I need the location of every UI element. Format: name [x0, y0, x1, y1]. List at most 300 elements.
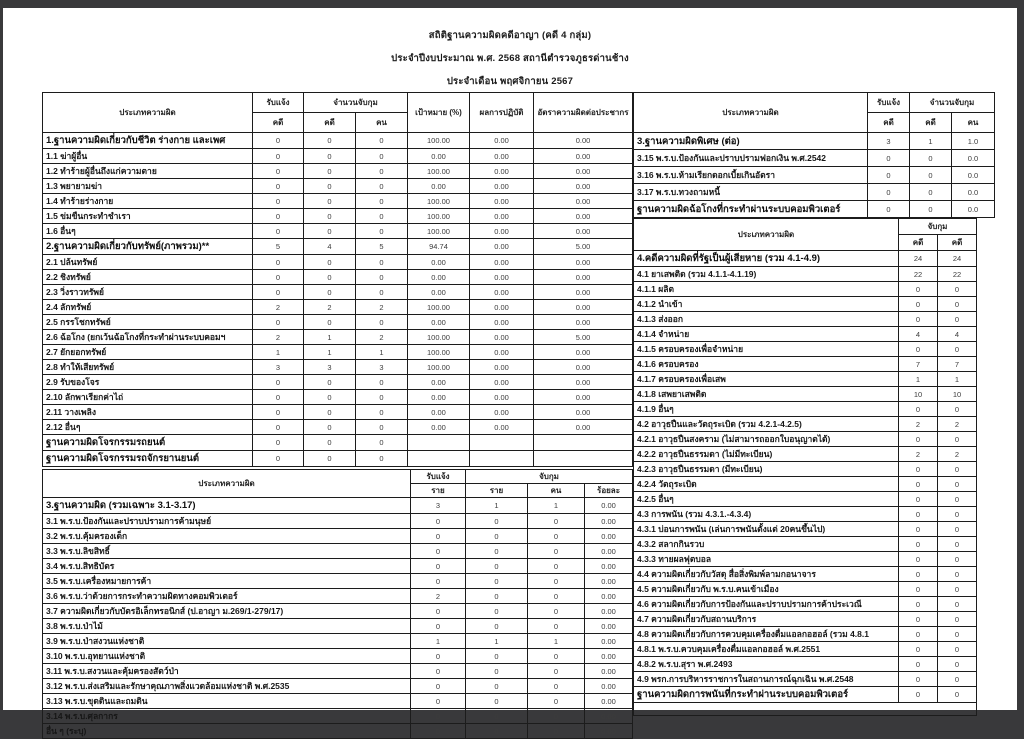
offense-label: 4.1.4 จำหน่าย — [634, 327, 899, 342]
offense-label: 4.3.2 สลากกินรวบ — [634, 537, 899, 552]
value-cell: 0.00 — [470, 300, 534, 315]
value-cell: 0.00 — [470, 405, 534, 420]
offense-label: 4.4 ความผิดเกี่ยวกับวัสดุ สื่อสิ่งพิมพ์ลามกอนาจาร — [634, 567, 899, 582]
offense-label: 2.2 ชิงทรัพย์ — [43, 270, 253, 285]
value-cell: 1 — [938, 372, 977, 387]
value-cell: 100.00 — [408, 164, 470, 179]
value-cell: 0 — [356, 270, 408, 285]
value-cell: 0 — [528, 574, 585, 589]
value-cell: 0 — [899, 627, 938, 642]
value-cell: 0 — [411, 604, 466, 619]
table-row — [43, 709, 633, 724]
value-cell: 7 — [899, 357, 938, 372]
value-cell: 0.00 — [534, 179, 633, 194]
table-row — [43, 514, 633, 529]
value-cell: 0 — [253, 405, 304, 420]
table-row — [43, 420, 633, 435]
value-cell: 0 — [304, 375, 356, 390]
value-cell: 0.00 — [585, 634, 633, 649]
value-cell: 0 — [411, 694, 466, 709]
value-cell: 0 — [938, 522, 977, 537]
value-cell: 0 — [528, 664, 585, 679]
value-cell: 24 — [899, 251, 938, 267]
offense-label: 3.14 พ.ร.บ.ศุลกากร — [43, 709, 411, 724]
value-cell: 0 — [304, 179, 356, 194]
value-cell: 0.00 — [470, 390, 534, 405]
offense-label: 4.คดีความผิดที่รัฐเป็นผู้เสียหาย (รวม 4.1-4.9) — [634, 251, 899, 267]
value-cell: 0 — [411, 514, 466, 529]
value-cell: 0 — [411, 649, 466, 664]
table-row — [634, 402, 977, 417]
value-cell: 0 — [528, 544, 585, 559]
table-row — [634, 492, 977, 507]
value-cell — [534, 451, 633, 467]
value-cell: 0.00 — [534, 133, 633, 149]
table-row — [43, 315, 633, 330]
value-cell: 0 — [899, 402, 938, 417]
table-row — [43, 634, 633, 649]
empty-footer-row — [634, 703, 977, 716]
table-row — [43, 694, 633, 709]
table-header — [43, 470, 633, 498]
value-cell: 1 — [304, 345, 356, 360]
value-cell: 0.00 — [534, 285, 633, 300]
value-cell: 0 — [411, 709, 466, 724]
value-cell: 0 — [356, 420, 408, 435]
value-cell: 24 — [938, 251, 977, 267]
table-row — [634, 672, 977, 687]
value-cell: 1 — [528, 498, 585, 514]
value-cell: 0 — [356, 149, 408, 164]
table-row — [43, 649, 633, 664]
value-cell: 0 — [528, 679, 585, 694]
value-cell: 0 — [938, 672, 977, 687]
offense-label: ฐานความผิดโจรกรรมรถยนต์ — [43, 435, 253, 451]
value-cell: 0.00 — [534, 270, 633, 285]
table-row — [634, 150, 995, 167]
value-cell: 0.00 — [470, 149, 534, 164]
value-cell: 0 — [899, 432, 938, 447]
value-cell: 0 — [466, 574, 528, 589]
value-cell: 0 — [899, 642, 938, 657]
value-cell: 1 — [910, 133, 952, 150]
offense-label: 4.7 ความผิดเกี่ยวกับสถานบริการ — [634, 612, 899, 627]
offense-label: 3.17 พ.ร.บ.ทวงถามหนี้ — [634, 184, 868, 201]
value-cell: 0.00 — [470, 194, 534, 209]
value-cell: 0.00 — [534, 315, 633, 330]
value-cell: 0.00 — [534, 360, 633, 375]
offense-label: 2.4 ลักทรัพย์ — [43, 300, 253, 315]
col-received: รับแจ้ง — [868, 93, 910, 113]
value-cell: 0 — [910, 150, 952, 167]
table-row — [634, 552, 977, 567]
value-cell: 0.00 — [534, 255, 633, 270]
offense-label: 3.16 พ.ร.บ.ห้ามเรียกดอกเบี้ยเกินอัตรา — [634, 167, 868, 184]
value-cell: 0 — [304, 164, 356, 179]
offense-label: 4.1.7 ครอบครองเพื่อเสพ — [634, 372, 899, 387]
value-cell: 0.00 — [408, 255, 470, 270]
value-cell: 0.00 — [585, 724, 633, 739]
value-cell: 0 — [938, 567, 977, 582]
value-cell: 1.0 — [952, 133, 995, 150]
col-ray: ราย — [466, 484, 528, 498]
offense-label: 3.ฐานความผิด (รวมเฉพาะ 3.1-3.17) — [43, 498, 411, 514]
offense-label: 3.ฐานความผิดพิเศษ (ต่อ) — [634, 133, 868, 150]
offense-label: 3.12 พ.ร.บ.ส่งเสริมและรักษาคุณภาพสิ่งแวดล้อมแห่งชาติ พ.ศ.2535 — [43, 679, 411, 694]
offense-label: 1.1 ฆ่าผู้อื่น — [43, 149, 253, 164]
offense-label: 3.6 พ.ร.บ.ว่าด้วยการกระทำความผิดทางคอมพิวเตอร์ — [43, 589, 411, 604]
value-cell: 0 — [899, 522, 938, 537]
offense-label: 4.9 พรก.การบริหารราชการในสถานการณ์ฉุกเฉิน พ.ศ.2548 — [634, 672, 899, 687]
col-result: ผลการปฏิบัติ — [470, 93, 534, 133]
offense-label: 4.8 ความผิดเกี่ยวกับการควบคุมเครื่องดื่มแอลกอฮอล์ (รวม 4.8.1 — [634, 627, 899, 642]
value-cell: 0.00 — [585, 664, 633, 679]
value-cell: 0 — [899, 342, 938, 357]
value-cell: 0.00 — [534, 420, 633, 435]
value-cell: 5 — [356, 239, 408, 255]
value-cell: 0 — [528, 694, 585, 709]
value-cell: 0 — [938, 687, 977, 703]
value-cell: 10 — [899, 387, 938, 402]
value-cell: 5.00 — [534, 239, 633, 255]
value-cell: 2 — [899, 417, 938, 432]
offense-label: 4.6 ความผิดเกี่ยวกับการป้องกันและปราบปรามการค้าประเวณี — [634, 597, 899, 612]
value-cell: 0 — [899, 297, 938, 312]
value-cell: 0 — [304, 133, 356, 149]
value-cell: 0 — [899, 537, 938, 552]
table-header — [634, 93, 995, 133]
value-cell: 3 — [304, 360, 356, 375]
table-row — [43, 149, 633, 164]
col-received: รับแจ้ง — [411, 470, 466, 484]
value-cell: 0.00 — [470, 420, 534, 435]
col-person: คน — [528, 484, 585, 498]
table-row — [43, 544, 633, 559]
value-cell: 0.00 — [470, 255, 534, 270]
value-cell: 0.00 — [470, 315, 534, 330]
report-title-block — [3, 28, 1017, 97]
table-row — [43, 179, 633, 194]
value-cell: 0.00 — [585, 559, 633, 574]
table-row — [634, 567, 977, 582]
offense-label: 4.1.1 ผลิต — [634, 282, 899, 297]
table-row — [43, 451, 633, 467]
table-row — [634, 477, 977, 492]
value-cell: 0 — [938, 297, 977, 312]
offense-label: 1.6 อื่นๆ — [43, 224, 253, 239]
right-column — [633, 92, 994, 716]
value-cell: 0 — [411, 559, 466, 574]
value-cell: 0 — [466, 544, 528, 559]
col-person: คน — [952, 113, 995, 133]
table-row — [43, 209, 633, 224]
value-cell: 0.00 — [534, 405, 633, 420]
offense-label: 2.12 อื่นๆ — [43, 420, 253, 435]
value-cell: 0.00 — [585, 709, 633, 724]
value-cell: 0.00 — [470, 375, 534, 390]
value-cell: 2 — [356, 330, 408, 345]
value-cell: 100.00 — [408, 300, 470, 315]
col-offense-type: ประเภทความผิด — [43, 93, 253, 133]
value-cell: 0 — [304, 420, 356, 435]
empty-cell — [634, 703, 977, 716]
value-cell: 0 — [466, 724, 528, 739]
value-cell: 0 — [466, 559, 528, 574]
value-cell: 0 — [938, 612, 977, 627]
value-cell: 0.00 — [585, 574, 633, 589]
table-row — [634, 372, 977, 387]
value-cell: 100.00 — [408, 194, 470, 209]
offense-label: 3.10 พ.ร.บ.อุทยานแห่งชาติ — [43, 649, 411, 664]
table-row — [634, 522, 977, 537]
value-cell: 2 — [938, 447, 977, 462]
value-cell: 0.00 — [585, 529, 633, 544]
table-row — [634, 627, 977, 642]
value-cell: 0 — [411, 529, 466, 544]
table-row — [43, 345, 633, 360]
value-cell: 1 — [528, 634, 585, 649]
value-cell: 0 — [868, 150, 910, 167]
value-cell: 0 — [938, 477, 977, 492]
table-row — [43, 375, 633, 390]
value-cell: 0 — [253, 435, 304, 451]
value-cell: 0 — [899, 312, 938, 327]
table-row — [43, 164, 633, 179]
table-row — [634, 612, 977, 627]
value-cell: 0 — [899, 567, 938, 582]
value-cell: 100.00 — [408, 133, 470, 149]
value-cell: 0 — [356, 390, 408, 405]
offense-label: 2.9 รับของโจร — [43, 375, 253, 390]
value-cell: 0 — [466, 649, 528, 664]
value-cell: 0 — [356, 224, 408, 239]
value-cell: 0 — [938, 552, 977, 567]
table-row — [43, 285, 633, 300]
value-cell: 0 — [899, 507, 938, 522]
value-cell: 0.00 — [408, 315, 470, 330]
table-row — [43, 529, 633, 544]
value-cell: 0 — [899, 657, 938, 672]
value-cell: 0.00 — [585, 649, 633, 664]
value-cell: 0 — [466, 664, 528, 679]
value-cell — [470, 451, 534, 467]
offense-label: 1.3 พยายามฆ่า — [43, 179, 253, 194]
value-cell: 0 — [938, 582, 977, 597]
value-cell: 0 — [528, 619, 585, 634]
value-cell: 0 — [304, 194, 356, 209]
table-row — [43, 435, 633, 451]
value-cell: 0.00 — [408, 179, 470, 194]
table-row — [43, 405, 633, 420]
value-cell: 0 — [466, 679, 528, 694]
value-cell: 0 — [411, 664, 466, 679]
offense-label: 3.11 พ.ร.บ.สงวนและคุ้มครองสัตว์ป่า — [43, 664, 411, 679]
value-cell: 0.00 — [408, 420, 470, 435]
value-cell: 0.00 — [470, 360, 534, 375]
value-cell: 1 — [411, 634, 466, 649]
value-cell: 0.00 — [585, 604, 633, 619]
value-cell: 0 — [938, 537, 977, 552]
offense-label: 2.6 ฉ้อโกง (ยกเว้นฉ้อโกงที่กระทำผ่านระบบคอมฯ — [43, 330, 253, 345]
table-row — [634, 282, 977, 297]
offense-label: 1.ฐานความผิดเกี่ยวกับชีวิต ร่างกาย และเพศ — [43, 133, 253, 149]
offense-label: 4.1.3 ส่งออก — [634, 312, 899, 327]
table-row — [43, 239, 633, 255]
value-cell: 0 — [356, 285, 408, 300]
offense-table-state-victim — [633, 218, 977, 716]
value-cell: 0 — [411, 679, 466, 694]
value-cell: 0 — [528, 529, 585, 544]
offense-label: 3.4 พ.ร.บ.สิทธิบัตร — [43, 559, 411, 574]
value-cell: 0.00 — [470, 330, 534, 345]
table-row — [43, 724, 633, 739]
value-cell: 0 — [910, 201, 952, 218]
col-rate: อัตราความผิดต่อประชากร — [534, 93, 633, 133]
value-cell: 0 — [899, 477, 938, 492]
col-arrest-count: จำนวนจับกุม — [910, 93, 995, 113]
value-cell: 2 — [411, 589, 466, 604]
value-cell: 2 — [356, 300, 408, 315]
offense-label: ฐานความผิดโจรกรรมรถจักรยานยนต์ — [43, 451, 253, 467]
value-cell: 0 — [253, 255, 304, 270]
table-row — [634, 687, 977, 703]
value-cell: 0 — [356, 209, 408, 224]
value-cell: 0 — [356, 435, 408, 451]
table-row — [634, 447, 977, 462]
col-case: คดี — [938, 235, 977, 251]
offense-label: 4.1.6 ครอบครอง — [634, 357, 899, 372]
value-cell: 0 — [356, 405, 408, 420]
value-cell: 0 — [466, 514, 528, 529]
offense-label: 3.2 พ.ร.บ.คุ้มครองเด็ก — [43, 529, 411, 544]
offense-label: 4.5 ความผิดเกี่ยวกับ พ.ร.บ.คนเข้าเมือง — [634, 582, 899, 597]
col-target: เป้าหมาย (%) — [408, 93, 470, 133]
table-row — [634, 133, 995, 150]
table-row — [634, 597, 977, 612]
value-cell: 0.00 — [534, 164, 633, 179]
table-row — [634, 507, 977, 522]
value-cell: 0 — [899, 282, 938, 297]
value-cell: 0.00 — [408, 285, 470, 300]
col-offense-type: ประเภทความผิด — [634, 93, 868, 133]
value-cell: 3 — [356, 360, 408, 375]
value-cell: 2 — [304, 300, 356, 315]
value-cell: 4 — [304, 239, 356, 255]
report-subtitle-fiscal-year: ประจำปีงบประมาณ พ.ศ. 2568 สถานีตำรวจภูธรด่านช้าง — [391, 53, 629, 64]
col-person: คน — [356, 113, 408, 133]
value-cell: 0 — [253, 164, 304, 179]
offense-label: 3.1 พ.ร.บ.ป้องกันและปราบปรามการค้ามนุษย์ — [43, 514, 411, 529]
value-cell: 0 — [356, 194, 408, 209]
value-cell: 0.0 — [952, 184, 995, 201]
value-cell: 0 — [938, 642, 977, 657]
value-cell: 0 — [253, 285, 304, 300]
table-row — [634, 201, 995, 218]
value-cell: 0 — [868, 184, 910, 201]
value-cell: 1 — [356, 345, 408, 360]
value-cell: 0.00 — [534, 300, 633, 315]
value-cell: 0 — [868, 201, 910, 218]
value-cell: 0 — [304, 435, 356, 451]
value-cell: 0 — [253, 179, 304, 194]
offense-label: 4.1.5 ครอบครองเพื่อจำหน่าย — [634, 342, 899, 357]
offense-label: ฐานความผิดฉ้อโกงที่กระทำผ่านระบบคอมพิวเตอร์ — [634, 201, 868, 218]
col-case: คดี — [899, 235, 938, 251]
offense-label: 3.9 พ.ร.บ.ป่าสงวนแห่งชาติ — [43, 634, 411, 649]
table-row — [43, 330, 633, 345]
value-cell: 0.00 — [470, 345, 534, 360]
table-row — [43, 360, 633, 375]
offense-label: 1.2 ทำร้ายผู้อื่นถึงแก่ความตาย — [43, 164, 253, 179]
value-cell: 0.00 — [585, 679, 633, 694]
value-cell: 0 — [899, 492, 938, 507]
value-cell: 0 — [528, 724, 585, 739]
value-cell: 100.00 — [408, 360, 470, 375]
value-cell: 0 — [938, 507, 977, 522]
value-cell: 0.00 — [585, 619, 633, 634]
offense-label: 2.1 ปล้นทรัพย์ — [43, 255, 253, 270]
value-cell: 0 — [253, 315, 304, 330]
table-header — [43, 93, 633, 133]
report-title: สถิติฐานความผิดคดีอาญา (คดี 4 กลุ่ม) — [428, 30, 592, 41]
value-cell: 0 — [411, 724, 466, 739]
value-cell: 0.00 — [534, 375, 633, 390]
value-cell: 0 — [899, 597, 938, 612]
value-cell: 4 — [938, 327, 977, 342]
table-row — [43, 194, 633, 209]
offense-label: 3.8 พ.ร.บ.ป่าไม้ — [43, 619, 411, 634]
offense-label: 4.2 อาวุธปืนและวัตถุระเบิด (รวม 4.2.1-4.2.5) — [634, 417, 899, 432]
offense-label: 4.3.1 บ่อนการพนัน (เล่นการพนันตั้งแต่ 20คนขึ้นไป) — [634, 522, 899, 537]
value-cell: 0 — [466, 589, 528, 604]
value-cell: 0 — [411, 574, 466, 589]
value-cell: 1 — [466, 634, 528, 649]
offense-label: 4.2.3 อาวุธปืนธรรมดา (มีทะเบียน) — [634, 462, 899, 477]
table-row — [43, 664, 633, 679]
value-cell: 3 — [411, 498, 466, 514]
value-cell: 0 — [253, 149, 304, 164]
offense-label: 4.1.8 เสพยาเสพติด — [634, 387, 899, 402]
value-cell: 0 — [304, 315, 356, 330]
value-cell: 0 — [899, 672, 938, 687]
value-cell: 22 — [899, 267, 938, 282]
value-cell: 0.00 — [470, 270, 534, 285]
value-cell: 0 — [938, 312, 977, 327]
col-offense-type: ประเภทความผิด — [634, 219, 899, 251]
value-cell: 0 — [938, 432, 977, 447]
value-cell: 0 — [253, 375, 304, 390]
value-cell: 0 — [253, 270, 304, 285]
table-row — [43, 574, 633, 589]
value-cell: 0 — [304, 255, 356, 270]
value-cell: 0.00 — [470, 209, 534, 224]
value-cell — [534, 435, 633, 451]
value-cell: 0 — [304, 390, 356, 405]
col-arrest-count: จำนวนจับกุม — [304, 93, 408, 113]
table-row — [634, 184, 995, 201]
offense-label: 2.8 ทำให้เสียทรัพย์ — [43, 360, 253, 375]
offense-label: 4.2.1 อาวุธปืนสงคราม (ไม่สามารถออกใบอนุญาตได้) — [634, 432, 899, 447]
offense-label: 4.3.3 ทายผลฟุตบอล — [634, 552, 899, 567]
table-row — [634, 642, 977, 657]
offense-label: 3.15 พ.ร.บ.ป้องกันและปราบปรามฟอกเงิน พ.ศ.2542 — [634, 150, 868, 167]
value-cell: 0 — [938, 492, 977, 507]
value-cell: 1 — [253, 345, 304, 360]
value-cell: 0.0 — [952, 201, 995, 218]
value-cell: 0 — [910, 184, 952, 201]
value-cell: 100.00 — [408, 330, 470, 345]
value-cell: 0.00 — [585, 498, 633, 514]
